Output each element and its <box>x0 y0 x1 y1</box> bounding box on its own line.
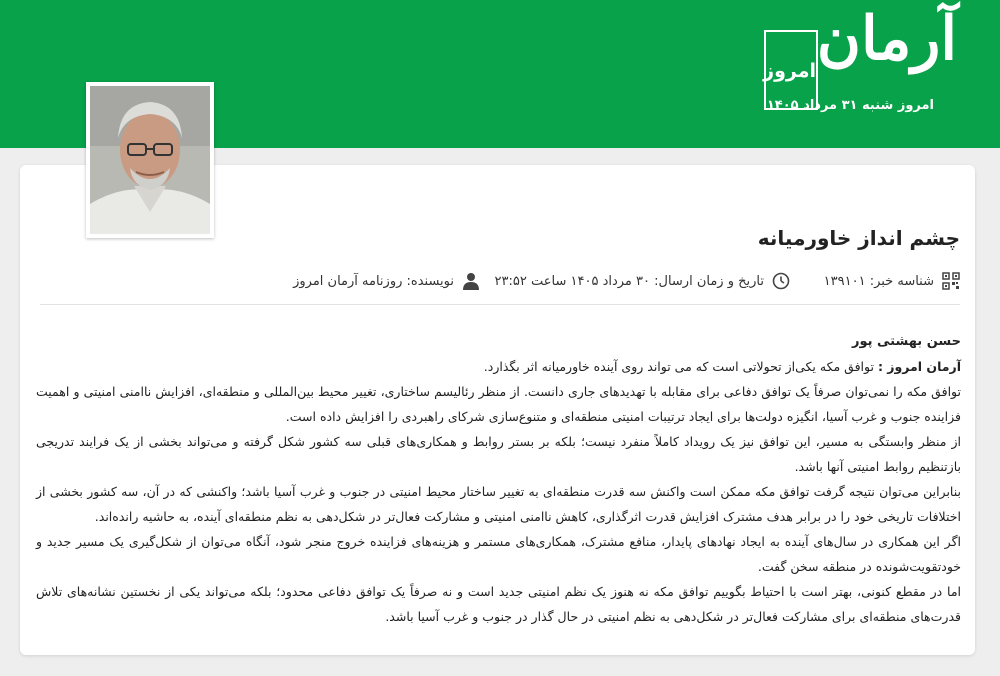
current-date: امروز شنبه ۳۱ مرداد ۱۴۰۵ <box>766 98 934 113</box>
meta-divider <box>40 304 960 305</box>
news-id-text: شناسه خبر: ۱۳۹۱۰۱ <box>823 273 934 289</box>
article-paragraph: بنابراین می‌توان نتیجه گرفت توافق مکه ممکن است واکنش سه قدرت منطقه‌ای به تغییر ساختار محیط امنیتی در جنوب و غرب آسیا باشد؛ واکنشی که در آن، سه کشور بخشی از اختلافات تاریخی خود را در برابر هدف مشترک افزایش قدرت اثرگذاری، کاهش ناامنی امنیتی و مشارکت فعال‌تر در شکل‌دهی به نظم منطقه‌ای آینده، به حاشیه رانده‌اند. <box>36 484 961 524</box>
lead-label: آرمان امروز : <box>877 359 961 374</box>
user-icon <box>462 272 480 290</box>
article-paragraph: توافق مکه را نمی‌توان صرفاً یک توافق دفاعی برای مقابله با تهدیدهای جاری دانست. از منظر رئالیسم ساختاری، تغییر محیط بین‌المللی و منطقه‌ای، افزایش ناامنی امنیتی و اهمیت فزاینده جنوب و غرب آسیا، انگیزه دولت‌ها برای ایجاد ترتیبات امنیتی منطقه‌ای و متنوع‌سازی شرکای راهبردی را افزایش داده است. <box>36 384 961 424</box>
logo-main-text: آرمان <box>816 4 958 74</box>
article-paragraph: اما در مقطع کنونی، بهتر است با احتیاط بگوییم توافق مکه نه هنوز یک نظم امنیتی جدید است و نه صرفاً یک توافق دفاعی محدود؛ بلکه می‌تواند یکی از نخستین نشانه‌های تلاش قدرت‌های منطقه‌ای برای مشارکت فعال‌تر در شکل‌دهی به نظم امنیتی در حال گذار در جنوب و غرب آسیا باشد. <box>36 584 961 624</box>
qr-code-icon <box>942 272 960 290</box>
meta-datetime <box>495 271 790 291</box>
clock-icon <box>772 272 790 290</box>
datetime-text: تاریخ و زمان ارسال: ۳۰ مرداد ۱۴۰۵ ساعت ۲۳:۵۲ <box>494 273 764 289</box>
lead-paragraph <box>36 354 961 379</box>
article-paragraph: از منظر وابستگی به مسیر، این توافق نیز یک رویداد کاملاً منفرد نیست؛ بلکه بر بستر روابط و همکاری‌های قبلی سه کشور شکل گرفته و می‌تواند بخشی از یک فرایند تدریجی بازتنظیم روابط امنیتی آنها باشد. <box>36 434 961 474</box>
author-name: حسن بهشتی پور <box>851 334 961 349</box>
author-photo <box>86 82 214 238</box>
article-body <box>36 330 961 629</box>
author-portrait-icon <box>90 86 210 234</box>
article-title: چشم انداز خاورمیانه <box>757 226 960 250</box>
lead-text: توافق مکه یکی‌از تحولاتی است که می تواند روی آینده خاورمیانه اثر بگذارد. <box>483 359 878 374</box>
meta-writer <box>293 271 480 291</box>
writer-text: نویسنده: روزنامه آرمان امروز <box>293 273 454 289</box>
meta-news-id <box>824 271 960 291</box>
logo-sub-text: امروز <box>763 60 816 82</box>
article-paragraph: اگر این همکاری در سال‌های آینده به ایجاد نهادهای پایدار، منافع مشترک، همکاری‌های مستمر و هزینه‌های فزاینده خروج منجر شود، آنگاه می‌توان از شکل‌گیری یک مسیر جدید و خودتقویت‌شونده در منطقه سخن گفت. <box>36 534 961 574</box>
